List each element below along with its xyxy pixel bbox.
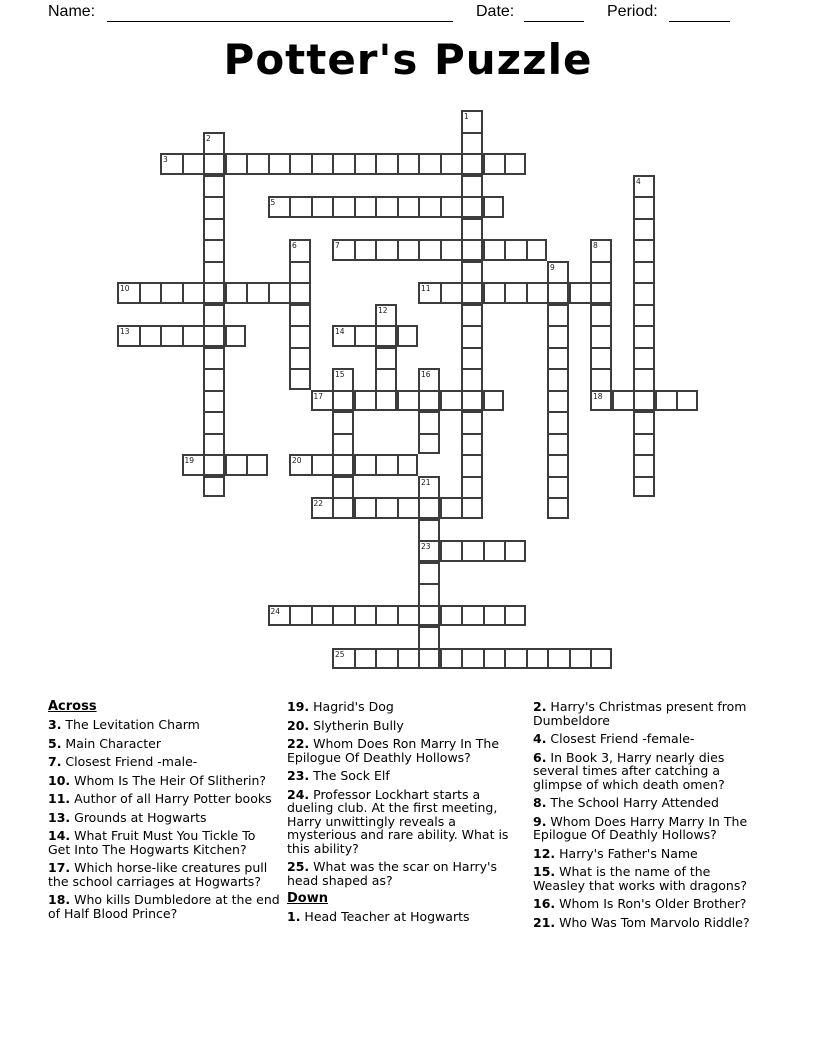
cell-divider [377, 347, 395, 349]
clues-across-heading: Across [48, 699, 97, 714]
grid-number-13: 13 [120, 327, 130, 336]
cell-divider [354, 327, 356, 345]
cell-divider [461, 392, 463, 410]
word-20-across [289, 454, 418, 476]
clue-number: 4. [533, 731, 547, 746]
cell-divider [375, 155, 377, 173]
clue-number: 10. [48, 772, 71, 788]
cell-divider [205, 433, 223, 435]
clue-down-16: 16. Whom Is Ron's Older Brother? [533, 896, 747, 911]
cell-divider [420, 583, 438, 585]
grid-number-10: 10 [120, 284, 130, 293]
cell-divider [289, 284, 291, 302]
cell-divider [291, 304, 309, 306]
clue-down-4: 4. Closest Friend -female- [533, 731, 695, 746]
cell-divider [420, 626, 438, 628]
clue-number: 19. [287, 699, 310, 714]
grid-number-11: 11 [421, 284, 431, 293]
grid-number-14: 14 [335, 327, 345, 336]
cell-divider [463, 325, 481, 327]
cell-divider [440, 241, 442, 259]
clue-number: 3. [48, 717, 62, 732]
cell-divider [354, 392, 356, 410]
cell-divider [635, 325, 653, 327]
cell-divider [549, 390, 567, 392]
cell-divider [549, 304, 567, 306]
cell-divider [461, 241, 463, 259]
clue-across-11: 11. Author of all Harry Potter books [48, 791, 272, 806]
cell-divider [375, 456, 377, 474]
grid-number-7: 7 [335, 241, 340, 250]
cell-divider [203, 284, 205, 302]
cell-divider [397, 392, 399, 410]
cell-divider [655, 392, 657, 410]
clue-down-9: 9. Whom Does Harry Marry In The Epilogue Of Deathly Hollows? [533, 813, 748, 842]
cell-divider [205, 476, 223, 478]
grid-number-5: 5 [270, 198, 276, 207]
cell-divider [203, 456, 205, 474]
cell-divider [483, 284, 485, 302]
clue-down-1: 1. Head Teacher at Hogwarts [287, 909, 470, 924]
cell-divider [463, 218, 481, 220]
cell-divider [289, 155, 291, 173]
cell-divider [547, 650, 549, 668]
cell-divider [504, 284, 506, 302]
cell-divider [549, 497, 567, 499]
cell-divider [635, 411, 653, 413]
cell-divider [463, 454, 481, 456]
cell-divider [463, 433, 481, 435]
grid-number-24: 24 [270, 606, 281, 616]
clue-number: 1. [287, 909, 301, 924]
cell-divider [592, 347, 610, 349]
cell-divider [483, 198, 485, 216]
clue-down-6: 6. In Book 3, Harry nearly dies several times after catching a glimpse of which death omen? [533, 749, 725, 792]
cell-divider [420, 411, 438, 413]
cell-divider [635, 196, 653, 198]
cell-divider [377, 368, 395, 370]
cell-divider [182, 284, 184, 302]
clue-across-13: 13. Grounds at Hogwarts [48, 809, 207, 825]
cell-divider [354, 155, 356, 173]
grid-number-19: 19 [184, 456, 195, 465]
cell-divider [246, 155, 248, 173]
clues-down-heading: Down [287, 891, 328, 906]
cell-divider [549, 476, 567, 478]
cell-divider [463, 175, 481, 177]
clue-number: 5. [48, 735, 62, 751]
clue-number: 13. [48, 809, 71, 825]
cell-divider [504, 650, 506, 668]
grid-number-8: 8 [593, 241, 598, 250]
cell-divider [635, 454, 653, 456]
cell-divider [246, 456, 248, 474]
cell-divider [461, 198, 463, 216]
cell-divider [246, 284, 248, 302]
clue-across-20: 20. Slytherin Bully [287, 717, 404, 733]
cell-divider [205, 347, 223, 349]
clue-number: 22. [287, 736, 310, 751]
cell-divider [635, 347, 653, 349]
cell-divider [440, 607, 442, 625]
cell-divider [420, 433, 438, 435]
clue-number: 23. [287, 768, 310, 783]
cell-divider [354, 607, 356, 625]
grid-number-3: 3 [163, 155, 168, 164]
cell-divider [420, 562, 438, 564]
clue-down-12: 12. Harry's Father's Name [533, 845, 698, 861]
cell-divider [676, 392, 678, 410]
cell-divider [418, 499, 420, 517]
grid-number-25: 25 [335, 649, 345, 659]
cell-divider [440, 650, 442, 668]
cell-divider [354, 650, 356, 668]
word-25-across [332, 648, 612, 670]
cell-divider [205, 175, 223, 177]
cell-divider [291, 325, 309, 327]
clue-number: 8. [533, 795, 547, 810]
cell-divider [375, 327, 377, 345]
cell-divider [463, 304, 481, 306]
cell-divider [633, 392, 635, 410]
cell-divider [203, 327, 205, 345]
cell-divider [463, 411, 481, 413]
name-label: Name: [48, 3, 96, 20]
word-5-across [268, 196, 505, 218]
cell-divider [139, 327, 141, 345]
word-24-across [268, 605, 526, 627]
cell-divider [461, 607, 463, 625]
cell-divider [463, 132, 481, 134]
cell-divider [182, 327, 184, 345]
cell-divider [526, 284, 528, 302]
cell-divider [504, 155, 506, 173]
cell-divider [225, 327, 227, 345]
cell-divider [291, 261, 309, 263]
cell-divider [420, 519, 438, 521]
cell-divider [205, 411, 223, 413]
cell-divider [418, 241, 420, 259]
cell-divider [332, 499, 334, 517]
cell-divider [311, 198, 313, 216]
grid-number-23: 23 [421, 542, 431, 551]
word-2-down [203, 132, 225, 498]
clue-number: 21. [533, 914, 556, 930]
clue-down-15: 15. What is the name of the Weasley that works with dragons? [533, 864, 747, 893]
cell-divider [397, 650, 399, 668]
clue-number: 15. [533, 864, 556, 879]
cell-divider [526, 650, 528, 668]
grid-number-20: 20 [292, 456, 302, 465]
cell-divider [463, 261, 481, 263]
clue-down-21: 21. Who Was Tom Marvolo Riddle? [533, 914, 750, 930]
cell-divider [463, 476, 481, 478]
word-16-down [418, 368, 440, 454]
cell-divider [205, 304, 223, 306]
clue-down-2: 2. Harry's Christmas present from Dumbeldore [533, 699, 747, 728]
cell-divider [289, 607, 291, 625]
cell-divider [205, 196, 223, 198]
cell-divider [418, 607, 420, 625]
cell-divider [375, 607, 377, 625]
word-8-down [590, 239, 612, 411]
clue-number: 7. [48, 754, 62, 769]
word-6-down [289, 239, 311, 390]
grid-number-18: 18 [593, 391, 603, 401]
cell-divider [332, 155, 334, 173]
cell-divider [504, 542, 506, 560]
word-10-across [117, 282, 311, 304]
cell-divider [354, 198, 356, 216]
cell-divider [440, 392, 442, 410]
word-7-across [332, 239, 547, 261]
word-23-across [418, 540, 526, 562]
cell-divider [635, 239, 653, 241]
clue-across-24: 24. Professor Lockhart starts a dueling club. At the first meeting, Harry unwittingly reveals a mysterious and rare ability. What is this ability? [287, 786, 509, 856]
clue-number: 6. [533, 749, 547, 765]
cell-divider [311, 456, 313, 474]
cell-divider [592, 368, 610, 370]
cell-divider [526, 241, 528, 259]
cell-divider [440, 284, 442, 302]
grid-number-21: 21 [421, 477, 431, 487]
cell-divider [418, 650, 420, 668]
clue-number: 14. [48, 828, 71, 843]
cell-divider [397, 241, 399, 259]
cell-divider [483, 542, 485, 560]
grid-number-15: 15 [335, 370, 345, 379]
cell-divider [291, 347, 309, 349]
clue-number: 16. [533, 896, 556, 911]
cell-divider [205, 218, 223, 220]
grid-number-17: 17 [313, 391, 324, 401]
cell-divider [590, 284, 592, 302]
cell-divider [592, 325, 610, 327]
clue-across-5: 5. Main Character [48, 735, 161, 751]
cell-divider [334, 433, 352, 435]
cell-divider [461, 284, 463, 302]
cell-divider [205, 368, 223, 370]
cell-divider [397, 456, 399, 474]
cell-divider [418, 392, 420, 410]
cell-divider [549, 454, 567, 456]
cell-divider [635, 261, 653, 263]
clue-number: 9. [533, 813, 547, 829]
cell-divider [354, 241, 356, 259]
clue-number: 20. [287, 717, 310, 733]
cell-divider [635, 218, 653, 220]
cell-divider [590, 650, 592, 668]
cell-divider [483, 241, 485, 259]
cell-divider [463, 347, 481, 349]
cell-divider [225, 456, 227, 474]
cell-divider [268, 284, 270, 302]
clue-number: 25. [287, 859, 310, 874]
cell-divider [332, 456, 334, 474]
clue-number: 18. [48, 892, 71, 907]
word-14-across [332, 325, 418, 347]
clue-across-18: 18. Who kills Dumbledore at the end of Half Blood Prince? [48, 892, 280, 921]
word-18-across [590, 390, 698, 412]
cell-divider [334, 411, 352, 413]
clue-across-10: 10. Whom Is The Heir Of Slitherin? [48, 772, 267, 788]
cell-divider [332, 607, 334, 625]
cell-divider [504, 241, 506, 259]
word-3-across [160, 153, 526, 175]
cell-divider [182, 155, 184, 173]
clue-number: 12. [533, 845, 556, 861]
cell-divider [549, 433, 567, 435]
cell-divider [463, 368, 481, 370]
word-19-across [182, 454, 268, 476]
cell-divider [160, 284, 162, 302]
cell-divider [461, 155, 463, 173]
cell-divider [440, 198, 442, 216]
cell-divider [549, 347, 567, 349]
cell-divider [354, 499, 356, 517]
cell-divider [504, 607, 506, 625]
clue-across-7: 7. Closest Friend -male- [48, 754, 198, 769]
cell-divider [635, 282, 653, 284]
cell-divider [549, 411, 567, 413]
cell-divider [375, 241, 377, 259]
cell-divider [289, 198, 291, 216]
cell-divider [592, 304, 610, 306]
cell-divider [418, 198, 420, 216]
cell-divider [592, 261, 610, 263]
cell-divider [397, 327, 399, 345]
cell-divider [203, 155, 205, 173]
cell-divider [205, 239, 223, 241]
page-title: Potter's Puzzle [223, 35, 593, 84]
clue-across-23: 23. The Sock Elf [287, 768, 390, 783]
clues-column-2 [287, 700, 519, 929]
cell-divider [418, 155, 420, 173]
clue-number: 17. [48, 860, 71, 875]
period-label: Period: [607, 3, 658, 20]
cell-divider [549, 325, 567, 327]
cell-divider [569, 284, 571, 302]
grid-number-2: 2 [206, 133, 211, 143]
cell-divider [375, 650, 377, 668]
cell-divider [440, 542, 442, 560]
cell-divider [549, 368, 567, 370]
clues-column-1 [48, 700, 280, 925]
clue-across-19: 19. Hagrid's Dog [287, 699, 394, 714]
cell-divider [375, 392, 377, 410]
cell-divider [311, 155, 313, 173]
grid-number-16: 16 [421, 370, 431, 379]
cell-divider [483, 607, 485, 625]
cell-divider [635, 433, 653, 435]
clue-across-25: 25. What was the scar on Harry's head shaped as? [287, 859, 497, 888]
cell-divider [332, 392, 334, 410]
cell-divider [483, 392, 485, 410]
word-13-across [117, 325, 246, 347]
cell-divider [461, 542, 463, 560]
grid-number-9: 9 [550, 262, 555, 272]
clues-column-3 [533, 700, 765, 934]
cell-divider [635, 476, 653, 478]
cell-divider [375, 499, 377, 517]
cell-divider [547, 284, 549, 302]
clue-number: 24. [287, 786, 310, 802]
cell-divider [397, 198, 399, 216]
cell-divider [440, 155, 442, 173]
cell-divider [205, 261, 223, 263]
word-22-across [311, 497, 483, 519]
cell-divider [160, 327, 162, 345]
cell-divider [205, 390, 223, 392]
cell-divider [483, 650, 485, 668]
clue-across-17: 17. Which horse-like creatures pull the school carriages at Hogwarts? [48, 860, 268, 889]
cell-divider [397, 607, 399, 625]
clue-across-22: 22. Whom Does Ron Marry In The Epilogue Of Deathly Hollows? [287, 736, 500, 765]
clue-number: 11. [48, 791, 71, 806]
cell-divider [225, 284, 227, 302]
cell-divider [612, 392, 614, 410]
word-11-across [418, 282, 612, 304]
clue-down-8: 8. The School Harry Attended [533, 795, 719, 810]
cell-divider [397, 155, 399, 173]
grid-number-1: 1 [464, 112, 469, 121]
cell-divider [354, 456, 356, 474]
cell-divider [483, 155, 485, 173]
clue-across-3: 3. The Levitation Charm [48, 717, 200, 732]
cell-divider [461, 499, 463, 517]
date-label: Date: [476, 3, 515, 20]
cell-divider [268, 155, 270, 173]
cell-divider [635, 368, 653, 370]
word-17-across [311, 390, 505, 412]
cell-divider [311, 607, 313, 625]
grid-number-4: 4 [636, 176, 641, 186]
cell-divider [225, 155, 227, 173]
cell-divider [375, 198, 377, 216]
grid-number-6: 6 [292, 241, 297, 250]
clue-across-14: 14. What Fruit Must You Tickle To Get Into The Hogwarts Kitchen? [48, 828, 256, 857]
grid-number-22: 22 [313, 499, 324, 508]
cell-divider [461, 650, 463, 668]
word-4-down [633, 175, 655, 498]
cell-divider [440, 499, 442, 517]
cell-divider [332, 198, 334, 216]
clue-number: 2. [533, 699, 547, 714]
cell-divider [397, 499, 399, 517]
cell-divider [569, 650, 571, 668]
cell-divider [139, 284, 141, 302]
cell-divider [635, 304, 653, 306]
grid-number-12: 12 [378, 305, 388, 315]
cell-divider [291, 368, 309, 370]
cell-divider [334, 476, 352, 478]
